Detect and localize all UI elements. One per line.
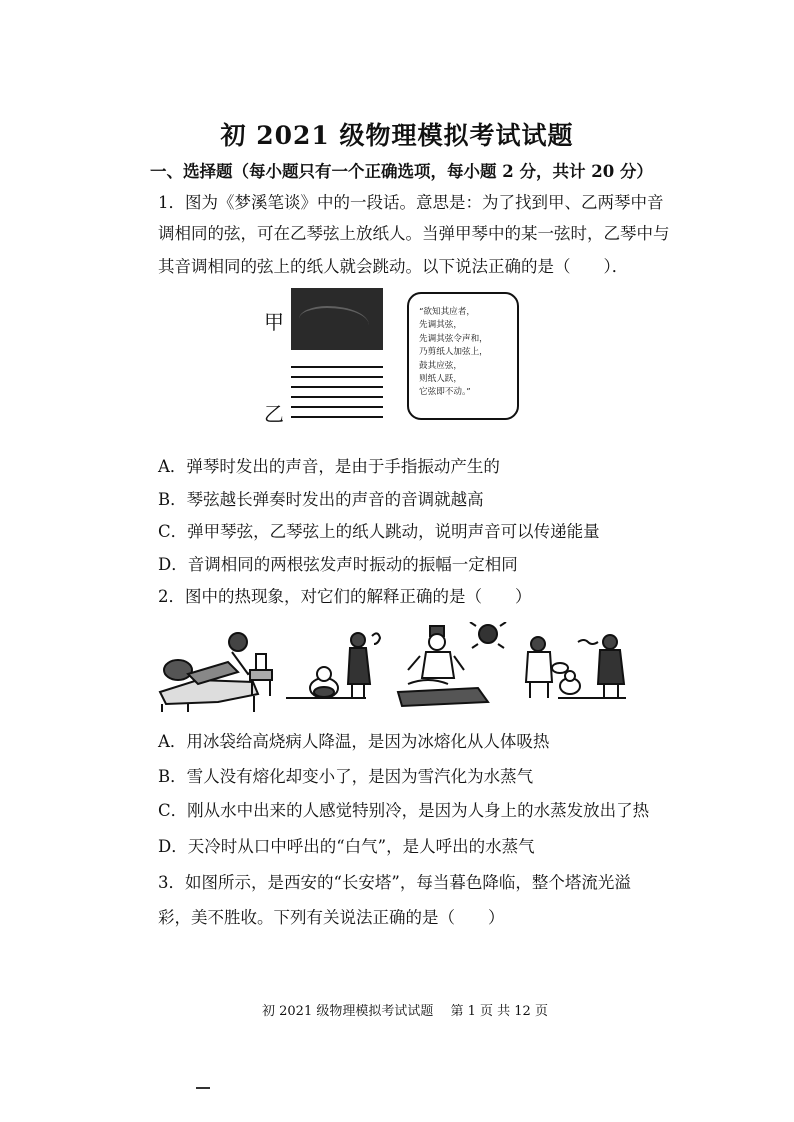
quote-line: 乃剪纸人加弦上， — [419, 347, 488, 358]
q1-stem-line-3: 其音调相同的弦上的纸人就会跳动。以下说法正确的是（ ）． — [158, 257, 629, 276]
q1-stem-line-1: 1．图为《梦溪笔谈》中的一段话。意思是：为了找到甲、乙两琴中音 — [158, 193, 664, 212]
quote-line: 鼓其应弦， — [419, 360, 462, 371]
q1-option-c: C．弹甲琴弦，乙琴弦上的纸人跳动，说明声音可以传递能量 — [158, 522, 600, 541]
qin-jia-image — [291, 288, 383, 350]
page-footer: 初 2021 级物理模拟考试试题 第 1 页 共 12 页 — [262, 1004, 548, 1019]
section-heading: 一、选择题（每小题只有一个正确选项，每小题 2 分，共计 20 分） — [150, 162, 653, 181]
q2-option-b: B．雪人没有熔化却变小了，是因为雪汽化为水蒸气 — [158, 767, 534, 786]
swimmer-illustration — [398, 622, 506, 706]
scan-mark — [196, 1087, 210, 1089]
quote-box — [407, 292, 519, 420]
figure-label-jia: 甲 — [264, 310, 284, 334]
exam-title: 初 2021 级物理模拟考试试题 — [220, 121, 574, 150]
q3-stem-line-1: 3．如图所示，是西安的“长安塔”，每当暮色降临，整个塔流光溢 — [158, 873, 631, 892]
q2-stem: 2．图中的热现象，对它们的解释正确的是（ ） — [158, 587, 532, 606]
q1-stem-line-2: 调相同的弦，可在乙琴弦上放纸人。当弹甲琴中的某一弦时，乙琴中与 — [158, 224, 670, 243]
q1-option-d: D．音调相同的两根弦发声时振动的振幅一定相同 — [158, 555, 518, 574]
quote-line: 先调其弦， — [419, 320, 462, 331]
breath-mist-illustration — [526, 635, 626, 698]
q1-figure — [255, 288, 525, 428]
q2-option-c: C．刚从水中出来的人感觉特别冷，是因为人身上的水蒸发放出了热 — [158, 801, 650, 820]
quote-line: 则纸人跃， — [419, 374, 462, 385]
figure-label-yi: 乙 — [264, 402, 284, 426]
quote-line: 先调其弦令声和， — [419, 333, 488, 344]
q1-option-a: A．弹琴时发出的声音，是由于手指振动产生的 — [158, 457, 500, 476]
quote-line: “欲知其应者， — [419, 307, 475, 317]
q2-figure — [158, 622, 628, 714]
quote-line: 它弦即不动。” — [419, 387, 471, 398]
q2-option-d: D．天冷时从口中呼出的“白气”，是人呼出的水蒸气 — [158, 837, 535, 856]
q3-stem-line-2: 彩，美不胜收。下列有关说法正确的是（ ） — [158, 908, 505, 927]
snowman-illustration — [286, 633, 380, 698]
qin-yi-strings — [291, 366, 383, 426]
q1-option-b: B．琴弦越长弹奏时发出的声音的音调就越高 — [158, 490, 484, 509]
sick-patient-illustration — [160, 633, 272, 712]
q2-option-a: A．用冰袋给高烧病人降温，是因为冰熔化从人体吸热 — [158, 732, 550, 751]
